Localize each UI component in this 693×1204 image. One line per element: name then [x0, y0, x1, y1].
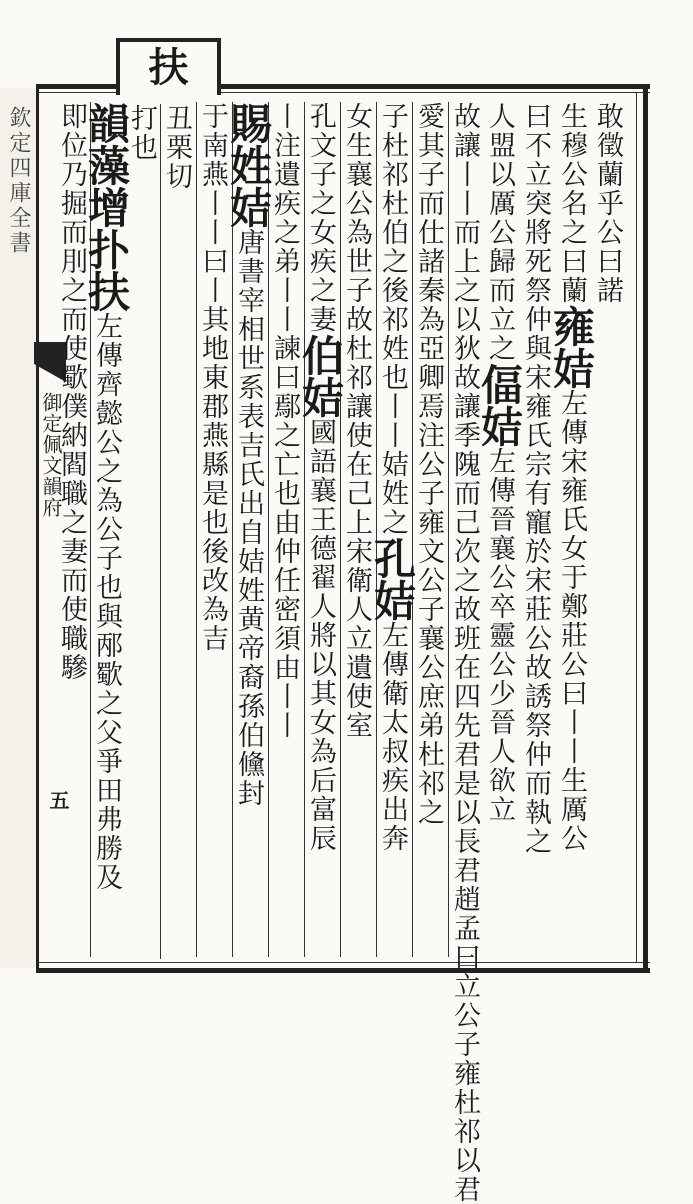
column-text: 于南燕丨丨曰丨其地東郡燕縣是也後改為吉	[197, 102, 228, 653]
folio-number: 五	[46, 790, 70, 810]
column-text: 故讓丨丨而上之以狄故讓季隗而己次之故班在四先君是以	[449, 102, 480, 827]
book-title: 欽定四庫全書	[6, 106, 31, 256]
column-text: 孔文子之女疾之妻	[305, 102, 336, 334]
column-text: 宋衛人立遺使室	[341, 537, 372, 740]
bottom-border	[36, 968, 650, 973]
entry-headword: 扑扶	[82, 228, 131, 312]
text-column	[224, 102, 273, 957]
fore-edge-margin	[0, 88, 39, 968]
text-column	[160, 104, 191, 959]
text-column	[340, 102, 371, 957]
column-text: 丑栗切	[161, 104, 192, 191]
column-text: 長君趙孟曰立公子雍杜祁以君	[449, 827, 480, 1204]
text-column	[196, 102, 227, 957]
sub-title: 御定佩文韻府	[39, 392, 63, 518]
column-text: 唐書宰相世系表吉氏出自姞姓黄帝裔孫伯儵封	[233, 228, 264, 808]
right-inner-border	[636, 92, 637, 963]
bottom-inner-border	[36, 962, 650, 963]
right-border	[643, 84, 648, 973]
entry-headword: 偪姞	[475, 363, 524, 447]
column-text: 人盟以厲公歸而立之	[484, 102, 515, 363]
entry-headword: 孔姞	[368, 537, 417, 621]
text-column	[268, 102, 299, 957]
column-text: 子杜祁杜伯之後祁姓也丨丨姞姓之	[377, 102, 408, 537]
entry-headword: 伯姞	[296, 334, 345, 418]
head-character-box	[116, 38, 221, 95]
column-text: 諫曰鄢之亡也由仲任密須由丨丨	[269, 334, 300, 740]
column-text: 左傳宋雍氏女于鄭莊公曰丨丨生厲公	[556, 389, 587, 853]
column-text: 曰不立突將死祭仲與宋	[520, 102, 551, 392]
text-column	[296, 102, 345, 957]
section-marker: 韻藻	[82, 102, 131, 186]
column-text: 國語襄王德翟人將以其女為后富辰	[305, 418, 336, 853]
text-column	[82, 102, 131, 957]
column-text: 即位乃掘而刖之而使歜僕納閻職之妻而使職驂	[56, 102, 87, 682]
text-column	[368, 102, 417, 957]
head-character: 扶	[148, 44, 189, 91]
entry-headword: 雍姞	[547, 305, 596, 389]
text-column	[475, 102, 524, 957]
text-column	[520, 102, 550, 957]
column-text: 生穆公名之曰蘭	[556, 102, 587, 305]
text-column	[412, 102, 443, 957]
text-column	[448, 102, 480, 1204]
column-text: 愛其子而仕諸秦為亞卿焉注公子雍文公子襄公庶弟杜祁之	[413, 102, 444, 827]
text-column	[547, 102, 596, 957]
column-text: 敢徵蘭乎公曰諾	[592, 102, 623, 305]
entry-headword: 賜姓姞	[224, 102, 273, 228]
text-column	[592, 102, 622, 957]
column-text: 左傳衛太叔疾出奔	[377, 621, 408, 853]
column-text: 打也	[126, 104, 157, 162]
column-text: 左傳齊懿公之為公子也與邴歜之父爭田弗勝及	[91, 312, 122, 892]
section-marker: 增	[82, 186, 131, 228]
text-column	[56, 102, 86, 957]
column-text: 雍氏宗有寵於宋莊公故誘祭仲而執之	[520, 392, 551, 856]
column-text: 左傳晉襄公卒靈公少晉人欲立	[484, 447, 515, 824]
column-text: 女生襄公為世子故杜祁讓使在己上	[341, 102, 372, 537]
column-text: 丨注遺疾之弟丨丨	[269, 102, 300, 334]
